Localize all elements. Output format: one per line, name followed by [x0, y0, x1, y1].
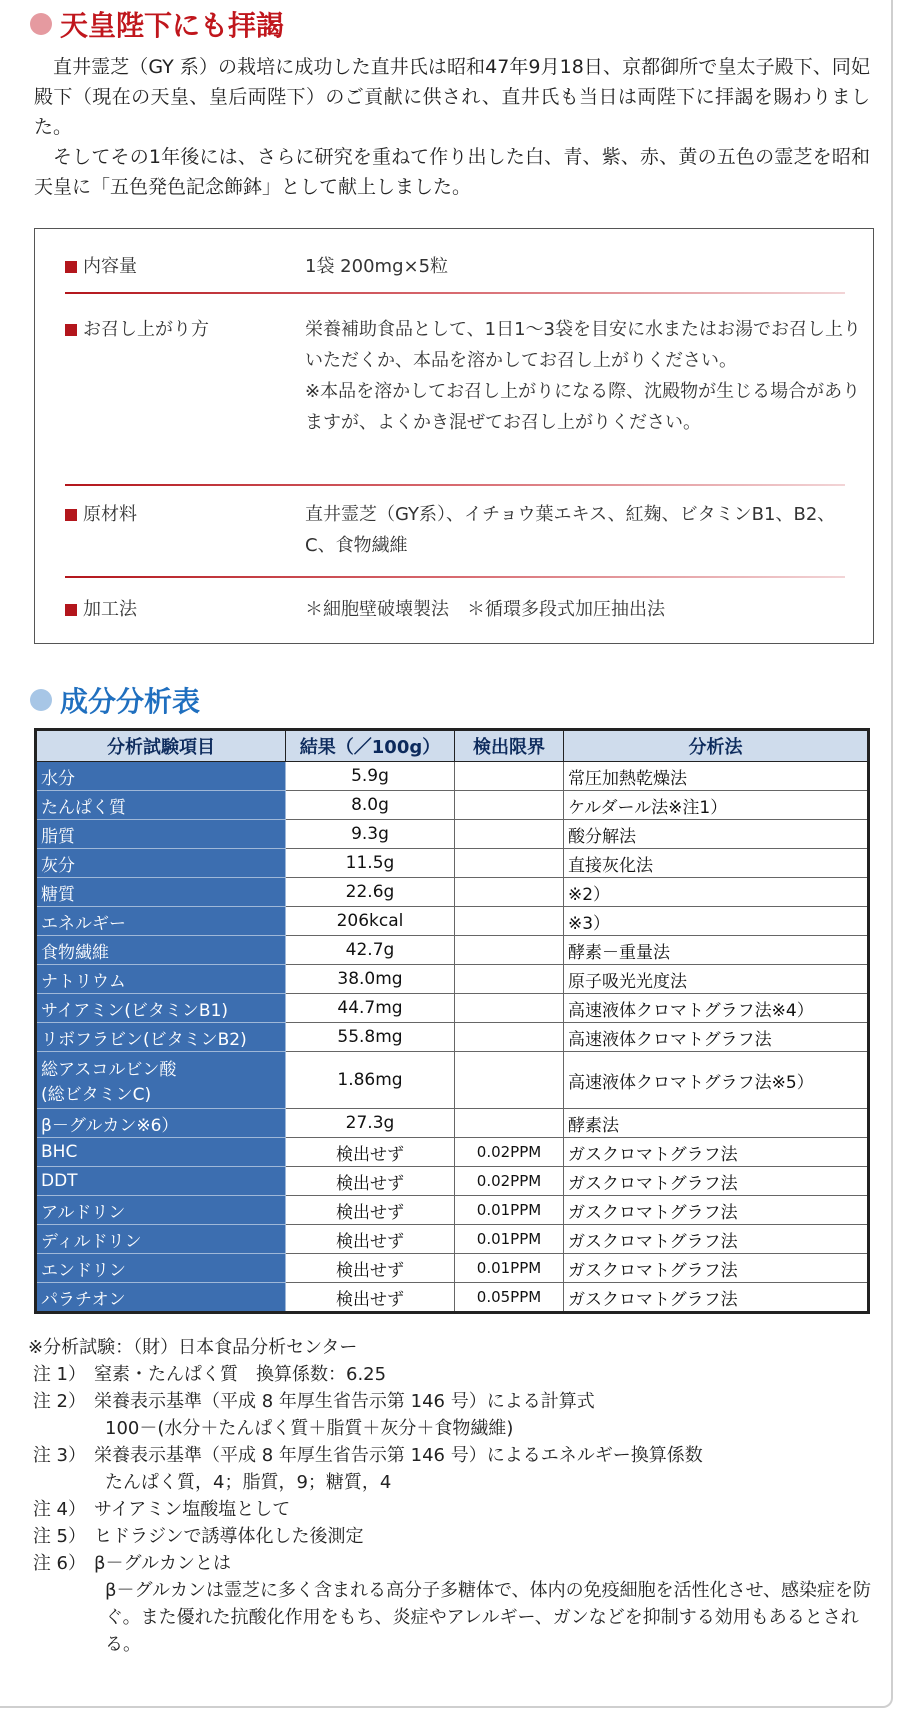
cell-item: [36, 878, 286, 907]
cell-result: 8.0g: [286, 791, 455, 820]
bullet-dot-icon: [30, 13, 52, 35]
cell-result: 検出せず: [286, 1283, 455, 1313]
cell-item: [36, 762, 286, 791]
cell-method: 酸分解法: [564, 820, 869, 849]
info-value: ＊細胞壁破壊製法 ＊循環多段式加圧抽出法: [305, 599, 665, 620]
cell-method: ガスクロマトグラフ法: [564, 1196, 869, 1225]
note-item: [28, 1523, 880, 1550]
cell-result: 206kcal: [286, 907, 455, 936]
table-header-row: [36, 730, 869, 762]
cell-result: 55.8mg: [286, 1023, 455, 1052]
analysis-table: [34, 728, 870, 1314]
column-header: 分析試験項目: [36, 730, 286, 762]
cell-method: 高速液体クロマトグラフ法※5）: [564, 1052, 869, 1109]
cell-item-text: 水分: [41, 768, 75, 789]
cell-item: [36, 820, 286, 849]
cell-item: [36, 1167, 286, 1196]
table-row: [36, 1109, 869, 1138]
cell-item: [36, 994, 286, 1023]
red-square-icon: [65, 324, 77, 336]
table-row: [36, 965, 869, 994]
info-value: 直井霊芝（GY系）、イチョウ葉エキス、紅麹、ビタミンB1、B2、C、食物繊維: [305, 504, 836, 556]
cell-method: 高速液体クロマトグラフ法※4）: [564, 994, 869, 1023]
cell-limit: [455, 762, 564, 791]
table-row: [36, 878, 869, 907]
bullet-dot-icon: [30, 689, 52, 711]
cell-limit: [455, 936, 564, 965]
cell-result: 検出せず: [286, 1167, 455, 1196]
table-row: [36, 1138, 869, 1167]
column-header: 分析法: [564, 730, 869, 762]
cell-result: 1.86mg: [286, 1052, 455, 1109]
cell-method: 直接灰化法: [564, 849, 869, 878]
note-key: 注 1）: [32, 1364, 86, 1385]
cell-result: 検出せず: [286, 1225, 455, 1254]
cell-result: 検出せず: [286, 1196, 455, 1225]
cell-method: 酵素－重量法: [564, 936, 869, 965]
note-text: β－グルカンとは: [94, 1553, 231, 1574]
note-continuation: 100－(水分＋たんぱく質＋脂質＋灰分＋食物繊維): [105, 1418, 514, 1439]
cell-result: 9.3g: [286, 820, 455, 849]
cell-limit: [455, 1109, 564, 1138]
cell-method: ガスクロマトグラフ法: [564, 1225, 869, 1254]
cell-item-text: エンドリン: [41, 1260, 126, 1281]
cell-limit: [455, 878, 564, 907]
table-row: [36, 820, 869, 849]
info-value-note: ※本品を溶かしてお召し上がりになる際、沈殿物が生じる場合がありますが、よくかき混ぜてお召し上がりください。: [305, 381, 861, 433]
cell-limit: [455, 1052, 564, 1109]
red-square-icon: [65, 509, 77, 521]
divider: [65, 576, 845, 578]
section-title-text: 成分分析表: [60, 685, 201, 718]
cell-item-text: (総ビタミンC): [41, 1085, 152, 1105]
note-continuation: たんぱく質，4；脂質，9；糖質，4: [105, 1472, 392, 1493]
cell-method: ガスクロマトグラフ法: [564, 1283, 869, 1313]
cell-item: [36, 1283, 286, 1313]
cell-item: [36, 1138, 286, 1167]
cell-item-text: ナトリウム: [41, 971, 126, 992]
table-row: [36, 1225, 869, 1254]
cell-method: 原子吸光光度法: [564, 965, 869, 994]
cell-item-text: 食物繊維: [41, 942, 109, 963]
table-row: [36, 1167, 869, 1196]
info-label: 加工法: [83, 599, 137, 620]
cell-limit: [455, 965, 564, 994]
note-text: 栄養表示基準（平成 8 年厚生省告示第 146 号）による計算式: [94, 1391, 595, 1412]
cell-limit: 0.01PPM: [455, 1196, 564, 1225]
cell-method: 酵素法: [564, 1109, 869, 1138]
info-label: お召し上がり方: [83, 319, 209, 340]
column-header: 検出限界: [455, 730, 564, 762]
intro-paragraph: そしてその1年後には、さらに研究を重ねて作り出した白、青、紫、赤、黄の五色の霊芝を昭和天皇に「五色発色記念飾鉢」として献上しました。: [34, 146, 870, 198]
cell-item-text: アルドリン: [41, 1202, 126, 1223]
cell-method: ケルダール法※注1）: [564, 791, 869, 820]
info-label: 内容量: [83, 256, 137, 277]
cell-limit: 0.01PPM: [455, 1225, 564, 1254]
cell-item: [36, 1196, 286, 1225]
note-item: [28, 1550, 880, 1577]
note-item: [28, 1388, 880, 1415]
note-text: サイアミン塩酸塩として: [94, 1499, 291, 1520]
table-row: [36, 1283, 869, 1313]
column-header: 結果（／100g）: [286, 730, 455, 762]
info-value: 1袋 200mg×5粒: [305, 256, 449, 277]
note-key: 注 6）: [32, 1553, 86, 1574]
cell-limit: [455, 1023, 564, 1052]
cell-item: [36, 1225, 286, 1254]
note-item: [28, 1361, 880, 1388]
table-row: [36, 762, 869, 791]
cell-item: [36, 1023, 286, 1052]
section-title-analysis: [30, 680, 200, 720]
cell-method: ガスクロマトグラフ法: [564, 1167, 869, 1196]
note-item: [28, 1442, 880, 1469]
note-item: [28, 1496, 880, 1523]
intro-paragraph: 直井霊芝（GY 系）の栽培に成功した直井氏は昭和47年9月18日、京都御所で皇太子殿下、同妃殿下（現在の天皇、皇后両陛下）のご貢献に供され、直井氏も当日は両陛下に拝謁を賜わりました。: [34, 56, 870, 138]
table-row: [36, 907, 869, 936]
divider: [65, 292, 845, 294]
intro-text: [34, 52, 870, 202]
divider: [65, 484, 845, 486]
table-row: [36, 994, 869, 1023]
cell-item-text: ディルドリン: [41, 1231, 142, 1252]
table-row: [36, 936, 869, 965]
product-info-box: [34, 228, 874, 644]
cell-item: [36, 849, 286, 878]
cell-item-text: β－グルカン※6）: [41, 1115, 179, 1136]
cell-item: [36, 1254, 286, 1283]
cell-item-text: DDT: [41, 1171, 78, 1191]
cell-result: 44.7mg: [286, 994, 455, 1023]
red-square-icon: [65, 261, 77, 273]
table-row: [36, 1023, 869, 1052]
cell-item-text: 総アスコルビン酸: [41, 1060, 177, 1080]
analysis-notes: [28, 1334, 880, 1658]
cell-item-text: エネルギー: [41, 913, 126, 934]
note-key: 注 5）: [32, 1526, 86, 1547]
section-title-text: 天皇陛下にも拝謁: [60, 9, 285, 42]
cell-item: [36, 791, 286, 820]
info-value: 栄養補助食品として、1日1～3袋を目安に水またはお湯でお召し上りいただくか、本品を溶かしてお召し上がりください。: [305, 319, 861, 371]
note-key: 注 3）: [32, 1445, 86, 1466]
cell-item: [36, 907, 286, 936]
cell-item: [36, 936, 286, 965]
cell-item-text: パラチオン: [41, 1289, 126, 1310]
cell-limit: [455, 907, 564, 936]
table-row: [36, 1052, 869, 1109]
section-title-audience: [30, 4, 284, 44]
note-continuation: β－グルカンは霊芝に多く含まれる高分子多糖体で、体内の免疫細胞を活性化させ、感染症を防ぐ。また優れた抗酸化作用をもち、炎症やアレルギー、ガンなどを抑制する効用もあるとされる。: [105, 1580, 872, 1655]
cell-limit: [455, 849, 564, 878]
cell-result: 検出せず: [286, 1254, 455, 1283]
cell-item: [36, 965, 286, 994]
info-label: 原材料: [83, 504, 137, 525]
cell-item-text: BHC: [41, 1142, 78, 1162]
note-key: 注 4）: [32, 1499, 86, 1520]
cell-limit: 0.05PPM: [455, 1283, 564, 1313]
notes-header: ※分析試験：（財）日本食品分析センター: [28, 1337, 358, 1358]
table-row: [36, 1254, 869, 1283]
cell-result: 11.5g: [286, 849, 455, 878]
cell-method: ガスクロマトグラフ法: [564, 1138, 869, 1167]
cell-item-text: 糖質: [41, 884, 75, 905]
table-row: [36, 1196, 869, 1225]
cell-limit: [455, 791, 564, 820]
cell-method: 常圧加熱乾燥法: [564, 762, 869, 791]
cell-item-text: 灰分: [41, 855, 75, 876]
note-text: ヒドラジンで誘導体化した後測定: [94, 1526, 364, 1547]
cell-result: 27.3g: [286, 1109, 455, 1138]
note-text: 栄養表示基準（平成 8 年厚生省告示第 146 号）によるエネルギー換算係数: [94, 1445, 703, 1466]
cell-method: ※3）: [564, 907, 869, 936]
cell-limit: 0.01PPM: [455, 1254, 564, 1283]
cell-item-text: リボフラビン(ビタミンB2): [41, 1029, 247, 1050]
cell-item: [36, 1052, 286, 1109]
cell-item: [36, 1109, 286, 1138]
cell-result: 38.0mg: [286, 965, 455, 994]
cell-limit: [455, 994, 564, 1023]
cell-limit: 0.02PPM: [455, 1138, 564, 1167]
note-key: 注 2）: [32, 1391, 86, 1412]
cell-limit: [455, 820, 564, 849]
table-row: [36, 791, 869, 820]
red-square-icon: [65, 604, 77, 616]
cell-result: 5.9g: [286, 762, 455, 791]
cell-item-text: たんぱく質: [41, 797, 126, 818]
cell-method: 高速液体クロマトグラフ法: [564, 1023, 869, 1052]
cell-limit: 0.02PPM: [455, 1167, 564, 1196]
cell-result: 検出せず: [286, 1138, 455, 1167]
cell-method: ガスクロマトグラフ法: [564, 1254, 869, 1283]
table-row: [36, 849, 869, 878]
cell-item-text: サイアミン(ビタミンB1): [41, 1000, 229, 1021]
cell-result: 42.7g: [286, 936, 455, 965]
note-text: 窒素・たんぱく質 換算係数：6.25: [94, 1364, 387, 1385]
cell-method: ※2）: [564, 878, 869, 907]
cell-result: 22.6g: [286, 878, 455, 907]
cell-item-text: 脂質: [41, 826, 75, 847]
